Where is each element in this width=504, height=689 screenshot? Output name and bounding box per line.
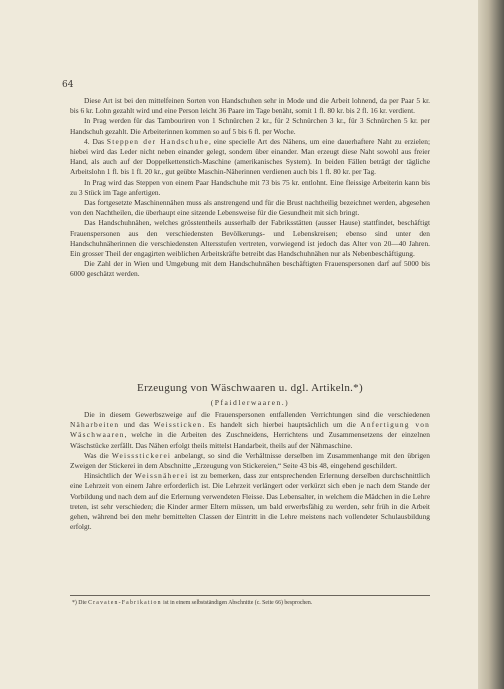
spaced-term: Cravaten-Fabrikation	[88, 600, 162, 606]
section-subheading: (Pfaidlerwaaren.)	[210, 398, 290, 407]
text-run: 4. Das	[84, 136, 107, 146]
text-run: ist in einem selbstständigen Abschnitte (c. Seite 66) besprochen.	[161, 600, 313, 606]
text-run: anbelangt, so sind die Verhältnisse derselben im Zusammenhange mit den übrigen Zweigen der Stickerei in dem Abschnitte „Erzeugung von Stickereien,“ Seite 43 bis 48, eingehend geschildert.	[70, 450, 430, 471]
text-run: , eine specielle Art des Nähens, um eine dauerhaftere Naht zu erzielen; hiebei wird das Leder nicht neben einander gelegt, sondern über einander. Man erzeugt diese Naht sowohl aus freier Hand, als auch auf der Doppelkettenstich-Maschine (amerikanisches System). In beiden Fällen beträgt der tägliche Arbeitslohn 1 fl. bis 1 fl. 20 kr., gut geübte Maschin-Näherinnen verdienen auch bis 1 fl. 80 kr. per Tag.	[70, 136, 430, 177]
spaced-term: Anfertigung von Wäschwaaren	[70, 420, 431, 440]
footnote	[72, 599, 430, 607]
spaced-term: Weissticken	[153, 420, 203, 430]
spaced-term: Weissnäherei	[134, 471, 189, 481]
section-heading: Erzeugung von Wäschwaaren u. dgl. Artikeln.*)	[137, 382, 363, 394]
spaced-term: Näharbeiten	[70, 420, 120, 430]
paragraph: Das fortgesetzte Maschinennähen muss als anstrengend und für die Brust nachtheilig bezeichnet werden, abgesehen von den Nachtheilen, die überhaupt eine sitzende Lebensweise für die Gesundheit mit sich bringt.	[70, 198, 430, 218]
paragraph: Das Handschuhnähen, welches grösstentheils ausserhalb der Fabriksstätten (ausser Hause) stattfindet, beschäftigt Frauenspersonen aus den verschiedensten Bevölkerungs- und Lebenskreisen; ebenso sind unter den Handschuhnäherinnen die verschiedensten Altersstufen vertreten, vorwiegend ist jedoch das Alter von 20—40 Jahren. Ein grosser Theil der engagirten weiblichen Arbeitskräfte betreibt das Handschuhnähen nur als Nebenbeschäftigung.	[70, 218, 430, 259]
text-run: Was die	[84, 450, 112, 460]
page-number: 64	[62, 80, 74, 90]
paragraph	[70, 471, 430, 532]
paragraph	[70, 451, 430, 471]
paragraph	[70, 410, 430, 451]
paragraph: Die Zahl der in Wien und Umgebung mit dem Handschuhnähen beschäftigten Frauenspersonen darf auf 5000 bis 6000 geschätzt werden.	[70, 259, 430, 279]
paragraph: In Prag werden für das Tambouriren von 1 Schnürchen 2 kr., für 2 Schnürchen 3 kr., für 3 Schnürchen 5 kr. per Handschuh gezahlt. Die Arbeiterinnen kommen so auf 5 bis 6 fl. per Woche.	[70, 116, 430, 136]
text-run: Die in diesem Gewerbszweige auf die Frauenspersonen entfallenden Verrichtungen sind die verschiedenen	[84, 410, 430, 419]
text-run: und das	[119, 420, 154, 430]
text-run: Hinsichtlich der	[84, 471, 135, 481]
text-run: *) Die	[72, 600, 89, 606]
page-edge	[478, 0, 504, 689]
footnote-divider	[70, 595, 430, 596]
spaced-term: Weissstickerei	[111, 450, 172, 460]
paragraph-steppen	[70, 137, 430, 178]
text-run: ist zu bemerken, dass zur entsprechenden Erlernung derselben durchschnittlich eine Lehrzeit von einem Jahre erforderlich ist. Die Lehrzeit verlängert oder verkürzt sich eben je nach dem Stande der Vorbildung und nach dem auf die Erlernung verwendeten Fleisse. Das Lebensalter, in welchem die Mädchen in die Lehre treten, ist sehr verschieden; die Kinder armer Eltern müssen, um bald erwerbsfähig zu werden, sehr früh in die Arbeit gehen, während bei den mehr bemittelten Classen der Eintritt in die Lehre meistens nach vollendeter Schulausbildung erfolgt.	[70, 471, 430, 532]
paragraph: In Prag wird das Steppen von einem Paar Handschuhe mit 73 bis 75 kr. entlohnt. Eine fleissige Arbeiterin kann bis zu 3 Stück im Tage anfertigen.	[70, 177, 430, 197]
body-text-top	[70, 96, 430, 280]
text-run: , welche in die Arbeiten des Zuschneidens, Herrichtens und Zusammensetzens der einzelnen Wäschstücke zerfällt. Das Nähen erfolgt theils mittelst Handarbeit, theils auf der Nähmaschine.	[70, 430, 430, 450]
spaced-term: Steppen der Handschuhe	[106, 136, 209, 146]
text-run: . Es handelt sich hierbei hauptsächlich um die	[202, 420, 361, 430]
body-text-section	[70, 410, 430, 532]
paragraph: Diese Art ist bei den mittelfeinen Sorten von Handschuhen sehr in Mode und die Arbeit lohnend, da per Paar 5 kr. bis 6 kr. Lohn gezahlt wird und eine Person leicht 36 Paare im Tage benäht, somit 1 fl. 80 kr. bis 2 fl. 16 kr. verdient.	[70, 96, 430, 116]
